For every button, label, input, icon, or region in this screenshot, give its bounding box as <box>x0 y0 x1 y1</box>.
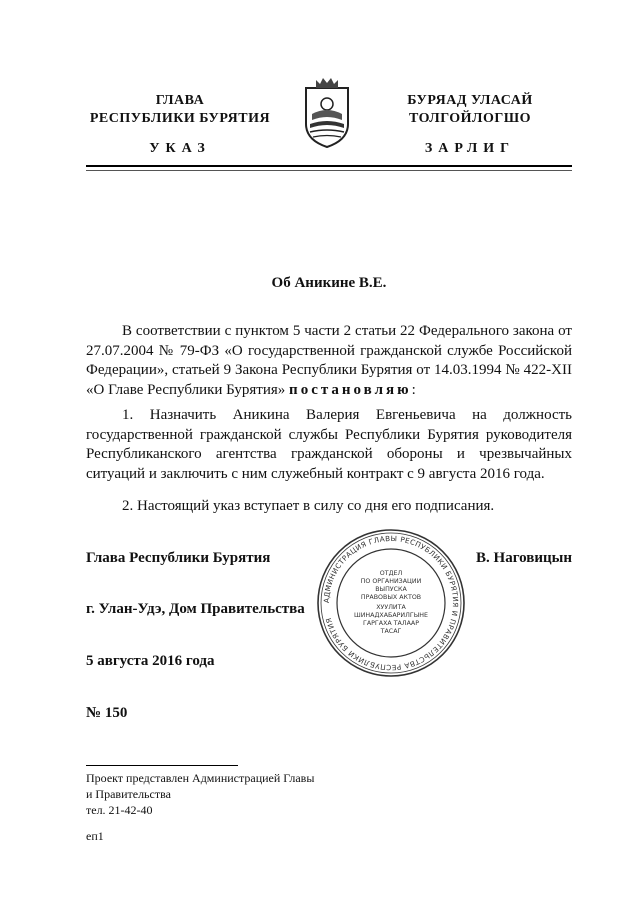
svg-text:АДМИНИСТРАЦИЯ ГЛАВЫ РЕСПУБЛИКИ <box>322 534 460 672</box>
footer-rule <box>86 765 238 766</box>
stamp-line: ГАРГАХА ТАЛААР <box>362 620 420 627</box>
stamp-line: ПО ОРГАНИЗАЦИИ <box>360 578 422 585</box>
header-right <box>370 92 570 128</box>
footer-code: еп1 <box>86 829 104 843</box>
stamp-line: ХУУЛИТА <box>376 604 406 611</box>
item-1-paragraph: 1. Назначить Аникина Валерия Евгеньевича на должность государственной гражданской службы Республики Бурятия руководителя Республиканского агентства гражданской обороны и чрезвычайных ситуаций и заключить с ним служебный контракт с 9 августа 2016 года. <box>86 407 572 482</box>
footer-line-2: и Правительства <box>86 787 171 801</box>
signature-number: № 150 <box>86 705 128 721</box>
footer-line-3: тел. 21-42-40 <box>86 803 153 817</box>
header-right-line1: БУРЯАД УЛАСАЙ <box>407 93 533 108</box>
signature-position: Глава Республики Бурятия <box>86 550 271 566</box>
header-left-doc: УКАЗ <box>149 141 211 156</box>
signature-date: 5 августа 2016 года <box>86 653 215 669</box>
decree-colon: : <box>411 381 416 398</box>
header-right-doc: ЗАРЛИГ <box>424 141 516 156</box>
stamp-line: ТАСАГ <box>380 628 402 635</box>
header-right-line2: ТОЛГОЙЛОГШО <box>408 111 532 126</box>
signature-place: г. Улан-Удэ, Дом Правительства <box>86 601 305 617</box>
official-stamp <box>315 527 467 679</box>
footer-note <box>86 770 314 818</box>
document-title: Об Аникине В.Е. <box>271 275 387 291</box>
stamp-line: ШИНАДХАБАРИЛГЫНЕ <box>353 612 429 619</box>
header-rule-thick <box>86 165 572 167</box>
stamp-ring-text: АДМИНИСТРАЦИЯ ГЛАВЫ РЕСПУБЛИКИ БУРЯТИЯ И ПРАВИТЕЛЬСТВА РЕСПУБЛИКИ БУРЯТИЯ <box>321 533 461 673</box>
coat-of-arms-icon <box>298 74 356 150</box>
stamp-line: ОТДЕЛ <box>379 570 403 577</box>
preamble-text: В соответствии с пунктом 5 части 2 статьи 22 Федерального закона от 27.07.2004 № 79-ФЗ «О государственной гражданской службе Российской Федерации», статьей 9 Закона Республики Бурятия от 14.03.1994 № 422-XII «О Главе Республики Бурятия» <box>86 323 572 398</box>
header-left-line2: РЕСПУБЛИКИ БУРЯТИЯ <box>89 111 271 126</box>
stamp-line: ПРАВОВЫХ АКТОВ <box>360 594 422 601</box>
preamble-paragraph <box>86 322 572 400</box>
header-left <box>80 92 280 128</box>
header-rule-thin <box>86 170 572 171</box>
stamp-line: ВЫПУСКА <box>375 586 407 593</box>
item-2-paragraph: 2. Настоящий указ вступает в силу со дня его подписания. <box>122 498 495 514</box>
signature-name: В. Наговицын <box>476 550 572 566</box>
footer-line-1: Проект представлен Администрацией Главы <box>86 771 315 785</box>
decree-word: постановляю <box>289 381 412 398</box>
header-left-line1: ГЛАВА <box>155 93 205 108</box>
